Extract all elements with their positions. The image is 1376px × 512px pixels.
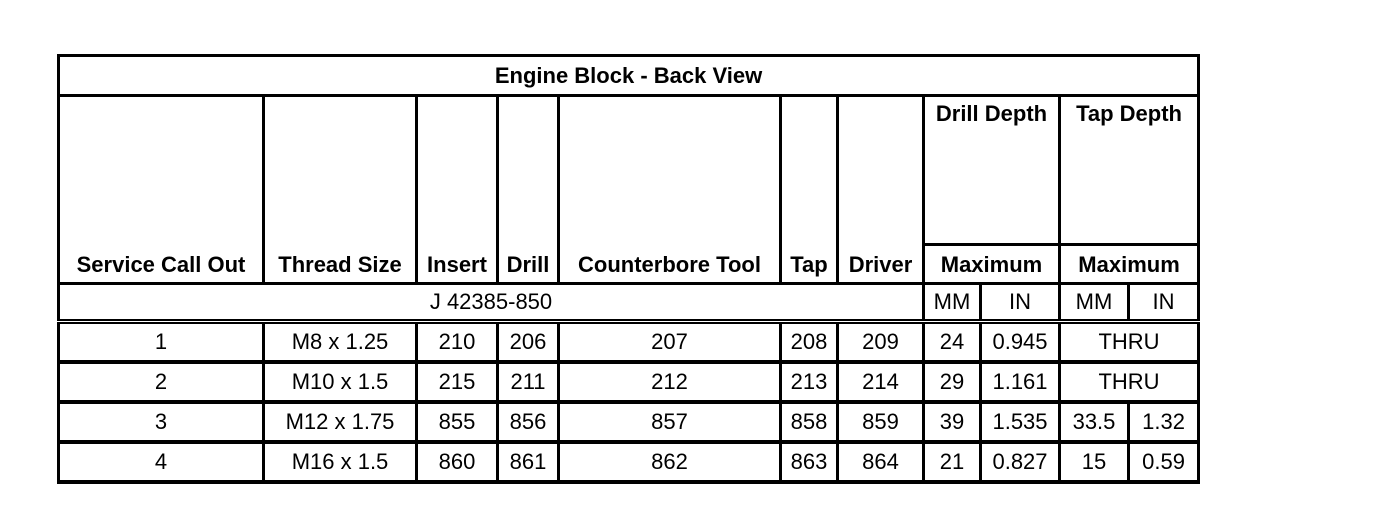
cell-tap-depth: THRU	[1060, 362, 1199, 402]
header-thread-size: Thread Size	[264, 96, 417, 284]
cell-counterbore: 857	[559, 402, 781, 442]
cell-driver: 214	[838, 362, 924, 402]
cell-call-out: 2	[59, 362, 264, 402]
header-driver: Driver	[838, 96, 924, 284]
header-drill-depth-maximum: Maximum	[924, 245, 1060, 284]
table-row	[59, 402, 1199, 442]
cell-drill-in: 1.161	[981, 362, 1060, 402]
cell-tap-depth: THRU	[1060, 322, 1199, 363]
cell-insert: 860	[417, 442, 498, 482]
header-drill-depth: Drill Depth	[924, 96, 1060, 245]
cell-tap: 208	[781, 322, 838, 363]
unit-drill-mm: MM	[924, 284, 981, 322]
cell-drill-mm: 29	[924, 362, 981, 402]
header-tap-depth: Tap Depth	[1060, 96, 1199, 245]
cell-call-out: 4	[59, 442, 264, 482]
title-row	[59, 56, 1199, 96]
table-row	[59, 362, 1199, 402]
header-drill: Drill	[498, 96, 559, 284]
cell-tap-mm: 33.5	[1060, 402, 1129, 442]
cell-thread: M12 x 1.75	[264, 402, 417, 442]
cell-thread: M8 x 1.25	[264, 322, 417, 363]
cell-drill-mm: 21	[924, 442, 981, 482]
header-row	[59, 96, 1199, 245]
table-row	[59, 322, 1199, 363]
cell-call-out: 1	[59, 322, 264, 363]
cell-drill: 861	[498, 442, 559, 482]
cell-driver: 859	[838, 402, 924, 442]
cell-drill: 206	[498, 322, 559, 363]
header-tap-depth-maximum: Maximum	[1060, 245, 1199, 284]
header-counterbore-tool: Counterbore Tool	[559, 96, 781, 284]
kit-number: J 42385-850	[59, 284, 924, 322]
cell-tap-mm: 15	[1060, 442, 1129, 482]
header-insert: Insert	[417, 96, 498, 284]
cell-drill-mm: 39	[924, 402, 981, 442]
engine-block-spec-table	[57, 54, 1200, 484]
table-row	[59, 442, 1199, 482]
cell-tap-in: 1.32	[1129, 402, 1199, 442]
cell-drill: 211	[498, 362, 559, 402]
table-title: Engine Block - Back View	[59, 56, 1199, 96]
header-service-call-out: Service Call Out	[59, 96, 264, 284]
cell-drill: 856	[498, 402, 559, 442]
unit-tap-in: IN	[1129, 284, 1199, 322]
cell-drill-in: 0.827	[981, 442, 1060, 482]
cell-drill-mm: 24	[924, 322, 981, 363]
unit-row	[59, 284, 1199, 322]
cell-driver: 209	[838, 322, 924, 363]
cell-insert: 215	[417, 362, 498, 402]
cell-drill-in: 0.945	[981, 322, 1060, 363]
header-tap: Tap	[781, 96, 838, 284]
cell-tap: 213	[781, 362, 838, 402]
cell-counterbore: 862	[559, 442, 781, 482]
cell-drill-in: 1.535	[981, 402, 1060, 442]
cell-counterbore: 207	[559, 322, 781, 363]
cell-thread: M16 x 1.5	[264, 442, 417, 482]
cell-insert: 855	[417, 402, 498, 442]
unit-tap-mm: MM	[1060, 284, 1129, 322]
cell-insert: 210	[417, 322, 498, 363]
cell-tap: 858	[781, 402, 838, 442]
cell-tap: 863	[781, 442, 838, 482]
cell-thread: M10 x 1.5	[264, 362, 417, 402]
cell-counterbore: 212	[559, 362, 781, 402]
cell-tap-in: 0.59	[1129, 442, 1199, 482]
unit-drill-in: IN	[981, 284, 1060, 322]
cell-driver: 864	[838, 442, 924, 482]
cell-call-out: 3	[59, 402, 264, 442]
